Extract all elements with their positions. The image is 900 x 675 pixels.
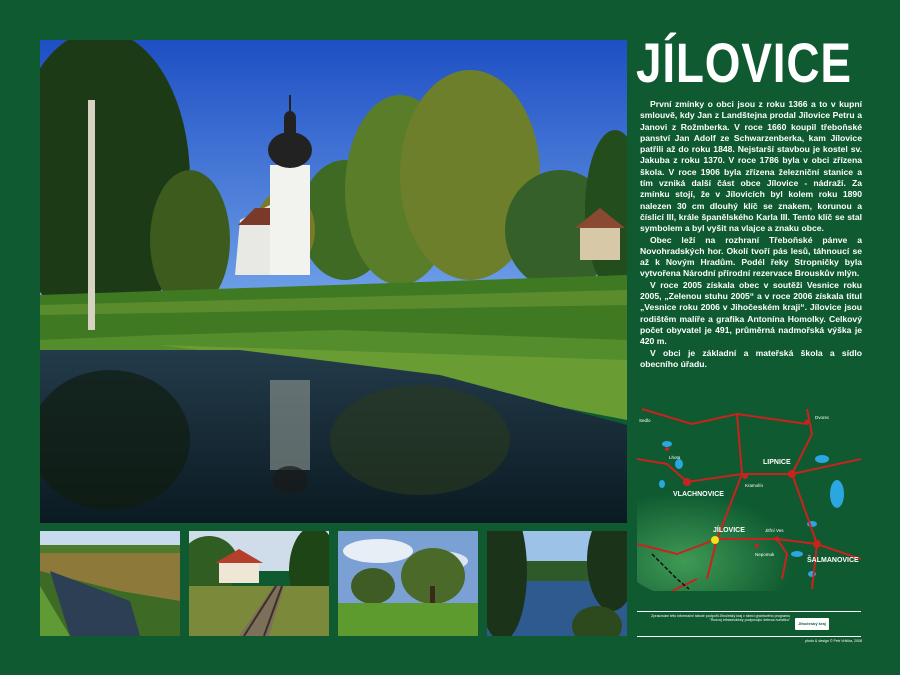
map-label-dvorec: Dvorec (815, 415, 830, 420)
main-photo-church-pond (40, 40, 627, 523)
thumbnail-lake-photo (487, 531, 627, 636)
map-label-lhota: Lhota (669, 455, 681, 460)
map-label-nepomuk: Nepomuk (755, 552, 775, 557)
page-title: JÍLOVICE (636, 31, 852, 94)
thumbnail-railway-house-photo (189, 531, 329, 636)
footer (640, 614, 858, 636)
paragraph-location: Obec leží na rozhraní Třeboňské pánve a Novohradských hor. Okolí tvoří pás lesů, táhnoucí se až k Novým Hradům. Podél řeky Stropničky byla vytvořena Národní přírodní rezervace Brouskův mlýn. (640, 234, 862, 279)
map-label-sedlo: Sedlo (639, 418, 651, 423)
map-label-jiterni-ves: Jitřní Ves (765, 528, 784, 533)
photo-credit: photo & design © Petr Vrtička, 2008 (804, 639, 862, 643)
paragraph-facilities: V obci je základní a mateřská škola a sídlo obecního úřadu. (640, 347, 862, 369)
footer-divider-bottom (637, 636, 861, 637)
map-label-lipnice: LIPNICE (763, 459, 791, 466)
map-label-salmanovice: ŠALMANOVICE (807, 557, 859, 564)
region-logo-text: Jihočeský kraj (798, 621, 826, 626)
footer-grant-note: Zpracování této informační tabule podpořil Jihočeský kraj v rámci grantového programu "Rozvoj infrastruktury podporující šetrnou turistiku" (651, 614, 790, 623)
area-map (637, 404, 861, 591)
thumbnail-meadow-tree-photo (338, 531, 478, 636)
thumbnail-river-photo (40, 531, 180, 636)
map-label-vlachnovice: VLACHNOVICE (673, 491, 724, 498)
region-logo (795, 618, 829, 630)
map-label-jilovice: JÍLOVICE (713, 527, 745, 534)
description-text (640, 99, 862, 370)
footer-divider-top (637, 611, 861, 612)
map-label-kramolin: Kramolín (745, 483, 764, 488)
paragraph-awards: V roce 2005 získala obec v soutěži Vesnice roku 2005, „Zelenou stuhu 2005“ a v roce 2006 získala titul „Vesnice roku 2006 v Jihočeském kraji“. Jílovice jsou rodištěm malíře a grafika Antonína Homolky. Celkový počet obyvatel je 491, průměrná nadmořská výška je 420 m. (640, 279, 862, 347)
paragraph-history: První zmínky o obci jsou z roku 1366 a to v kupní smlouvě, kdy Jan z Landštejna prodal Jílovice Petru a Janovi z Rožmberka. V roce 1660 koupil třeboňské panství Jan Adolf ze Schwarzenberka, kam Jílovice patřili až do roku 1848. Nejstarší stavbou je kostel sv. Jakuba z roku 1370. V roce 1786 byla v obci zřízena škola. V roce 1906 byla zřízena železniční stanice a tím vzniká další část obce Jílovice - nádraží. Za zmínku stojí, že v Jílovicích byl kolem roku 1890 nalezen 30 cm dlouhý klíč se znakem, korunou a číslicí III, krále španělského Karla III. Tento klíč se stal symbolem a byl vyšit na vlajce a znaku obce. (640, 99, 862, 234)
map-jilovice-marker (711, 536, 719, 544)
